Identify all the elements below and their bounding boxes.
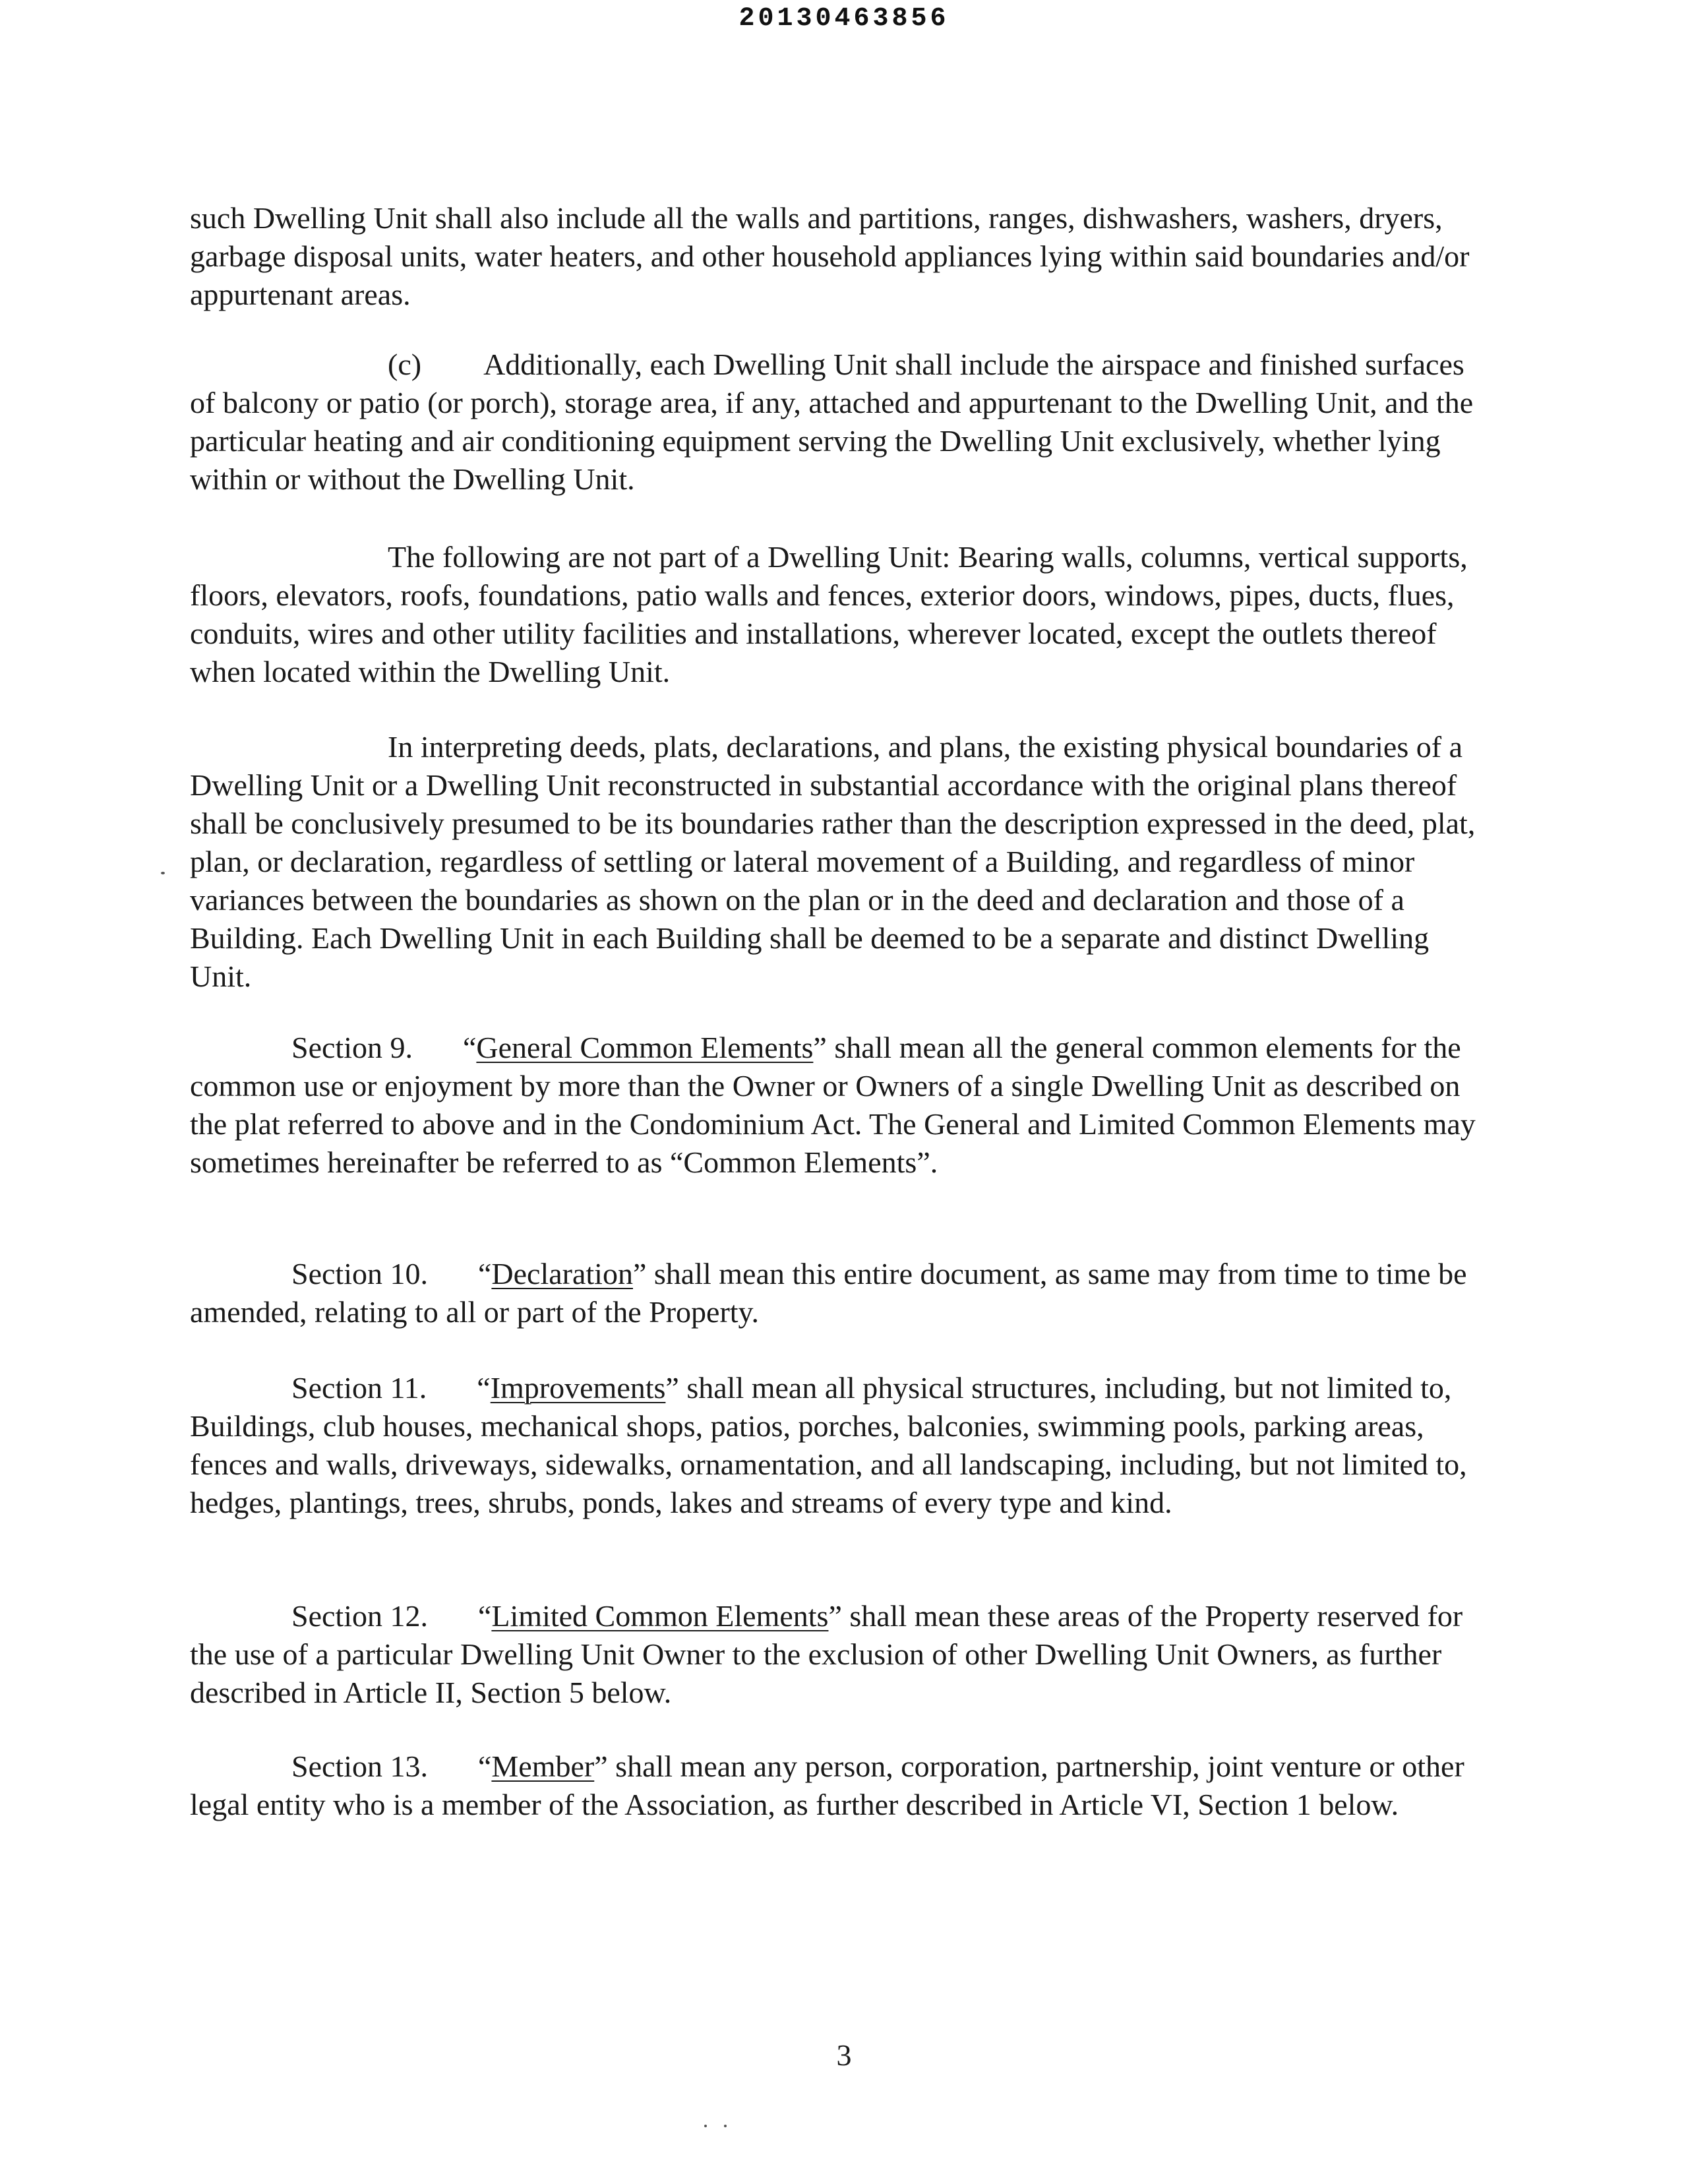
section-9-open-quote: “ [462,1031,477,1064]
section-9 [190,1029,1489,1182]
section-9-term: General Common Elements [476,1031,814,1064]
section-9-label: Section 9. [291,1031,413,1064]
scan-speck [724,2125,727,2127]
paragraph-not-part-of-unit: The following are not part of a Dwelling Unit: Bearing walls, columns, vertical supports, floors, elevators, roofs, foundations, patio walls and fences, exterior doors, windows, pipes, ducts, flues, conduits, wires and other utility facilities and installations, wherever located, except the outlets thereof when located within the Dwelling Unit. [190,540,1468,688]
scan-speck [161,872,165,874]
paragraph-c-label: (c) [388,348,422,381]
section-10-label: Section 10. [291,1257,428,1290]
document-number: 20130463856 [738,4,950,34]
section-13-open-quote: “ [477,1749,492,1783]
section-10-open-quote: “ [477,1257,492,1290]
scan-speck [704,2125,707,2127]
section-12-term: Limited Common Elements [491,1599,829,1633]
section-11-text: ” shall mean all physical structures, including, but not limited to, Buildings, club houses, mechanical shops, patios, porches, balconies, swimming pools, parking areas, fences and walls, driveways, sidewalks, ornamentation, and all landscaping, including, but not limited to, hedges, plantings, trees, shrubs, ponds, lakes and streams of every type and kind. [190,1371,1467,1519]
section-10-text: ” shall mean this entire document, as same may from time to time be amended, relating to all or part of the Property. [190,1257,1467,1329]
section-9-text: ” shall mean all the general common elements for the common use or enjoyment by more than the Owner or Owners of a single Dwelling Unit as described on the plat referred to above and in the Condominium Act. The General and Limited Common Elements may sometimes hereinafter be referred to as “Common Elements”. [190,1031,1476,1179]
section-10-term: Declaration [491,1257,633,1290]
section-11-label: Section 11. [291,1371,427,1405]
page-number: 3 [836,2038,852,2072]
section-13-text: ” shall mean any person, corporation, partnership, joint venture or other legal entity who is a member of the Association, as further described in Article VI, Section 1 below. [190,1749,1464,1821]
section-13 [190,1747,1489,1824]
section-13-label: Section 13. [291,1749,428,1783]
paragraph-c-text: Additionally, each Dwelling Unit shall include the airspace and finished surfaces of balcony or patio (or porch), storage area, if any, attached and appurtenant to the Dwelling Unit, and the particular heating and air conditioning equipment serving the Dwelling Unit exclusively, whether lying within or without the Dwelling Unit. [190,348,1474,496]
section-12-text: ” shall mean these areas of the Property reserved for the use of a particular Dwelling Unit Owner to the exclusion of other Dwelling Unit Owners, as further described in Article II, Section 5 below. [190,1599,1463,1709]
section-10 [190,1255,1489,1331]
section-11-term: Improvements [490,1371,666,1405]
section-11 [190,1369,1489,1522]
section-11-open-quote: “ [477,1371,491,1405]
section-13-term: Member [491,1749,595,1783]
section-12 [190,1597,1489,1712]
paragraph-c [190,346,1489,499]
paragraph-dwelling-unit-includes: such Dwelling Unit shall also include all the walls and partitions, ranges, dishwashers, washers, dryers, garbage disposal units, water heaters, and other household appliances lying within said boundaries and/or appurtenant areas. [190,201,1470,311]
section-12-label: Section 12. [291,1599,428,1633]
section-12-open-quote: “ [477,1599,492,1633]
paragraph-interpreting-deeds: In interpreting deeds, plats, declarations, and plans, the existing physical boundaries of a Dwelling Unit or a Dwelling Unit reconstructed in substantial accordance with the original plans thereof shall be conclusively presumed to be its boundaries rather than the description expressed in the deed, plat, plan, or declaration, regardless of settling or lateral movement of a Building, and regardless of minor variances between the boundaries as shown on the plan or in the deed and declaration and those of a Building. Each Dwelling Unit in each Building shall be deemed to be a separate and distinct Dwelling Unit. [190,730,1476,993]
